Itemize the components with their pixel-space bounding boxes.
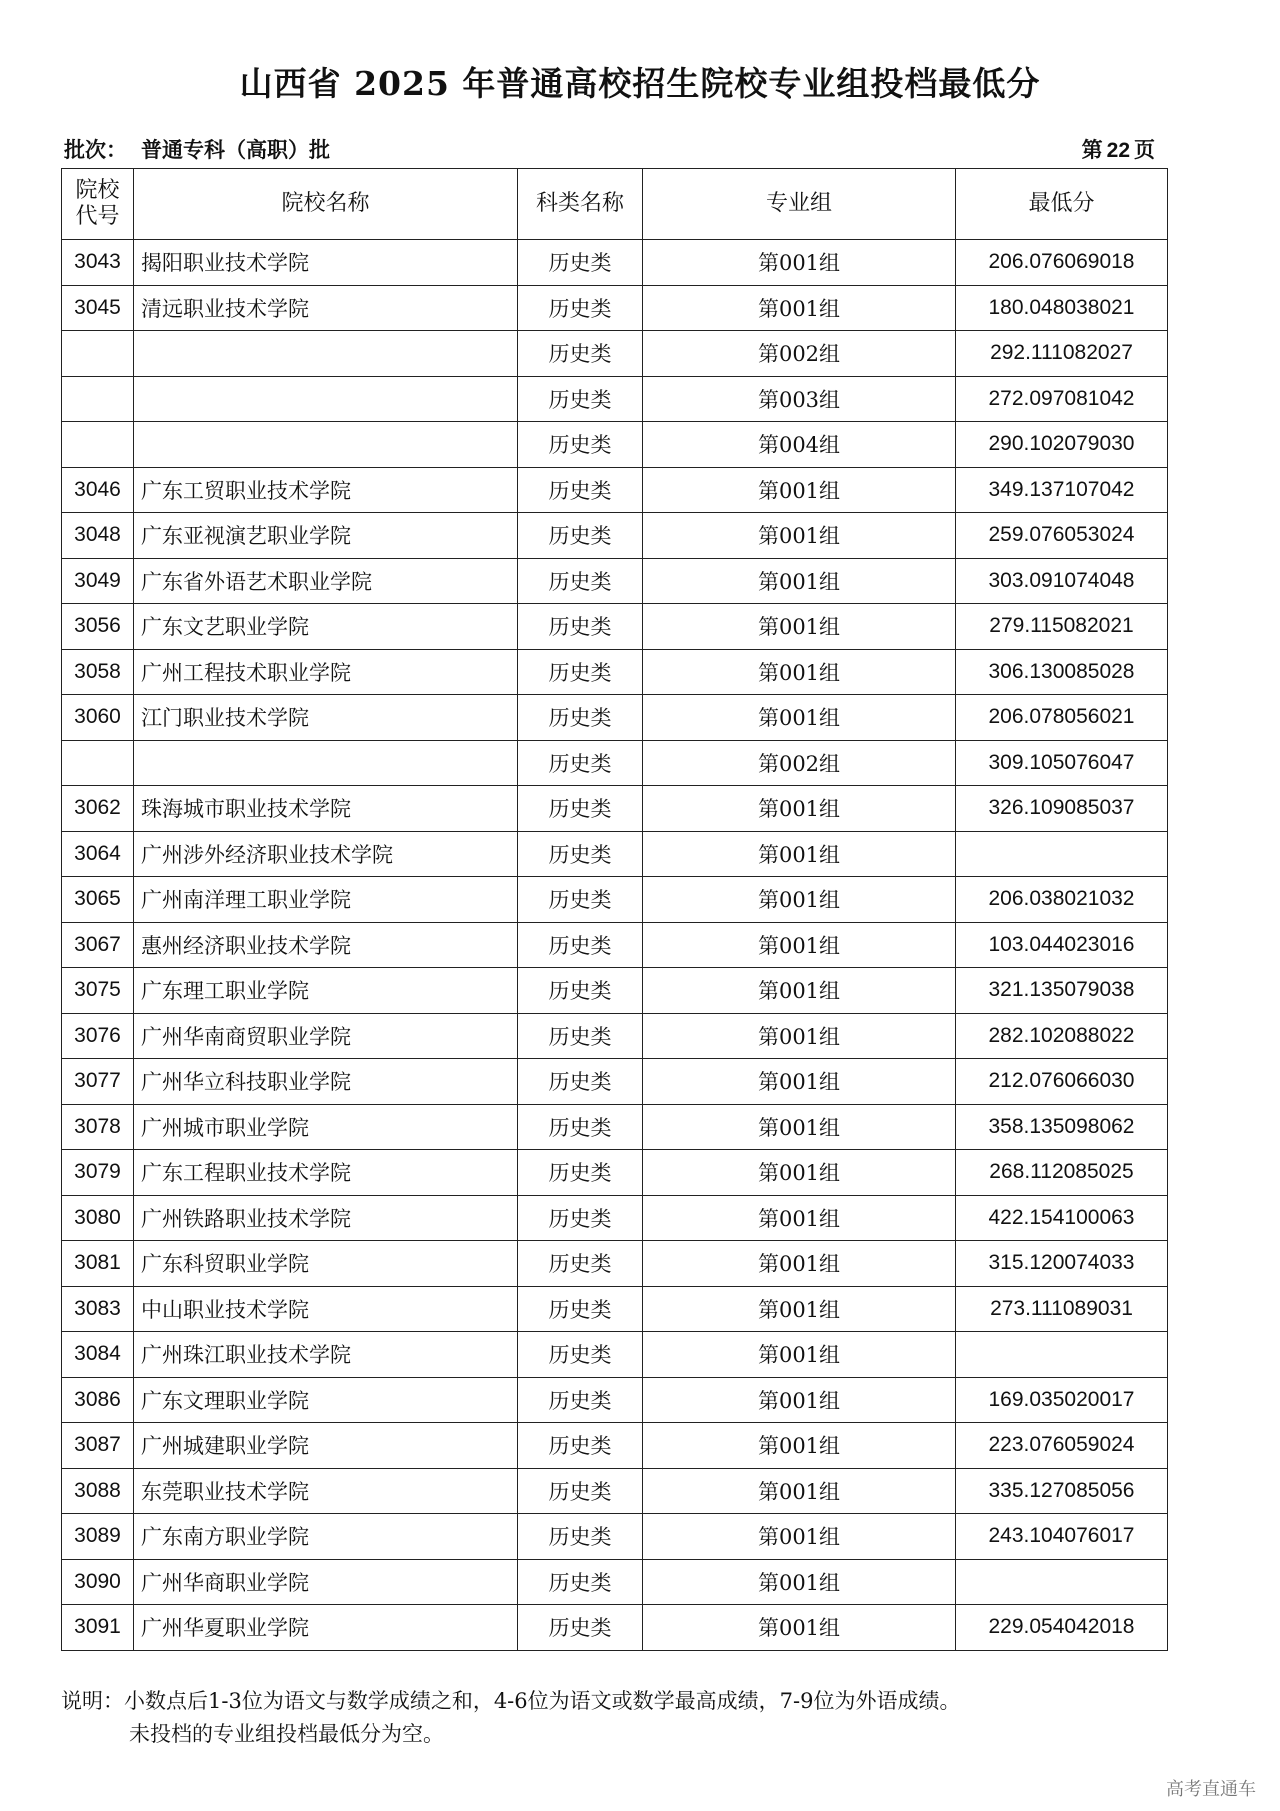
header-category: 科类名称 bbox=[518, 169, 643, 240]
cell-category: 历史类 bbox=[518, 695, 643, 741]
cell-group: 第001组 bbox=[643, 1468, 956, 1514]
page-number bbox=[1082, 134, 1155, 164]
cell-group: 第001组 bbox=[643, 1195, 956, 1241]
cell-group: 第001组 bbox=[643, 831, 956, 877]
cell-score: 306.130085028 bbox=[956, 649, 1168, 695]
table-row bbox=[62, 513, 1168, 559]
cell-score bbox=[956, 1559, 1168, 1605]
cell-score: 282.102088022 bbox=[956, 1013, 1168, 1059]
cell-category: 历史类 bbox=[518, 1332, 643, 1378]
cell-category: 历史类 bbox=[518, 558, 643, 604]
table-row bbox=[62, 467, 1168, 513]
cell-group: 第002组 bbox=[643, 331, 956, 377]
cell-score bbox=[956, 1332, 1168, 1378]
table-row bbox=[62, 1332, 1168, 1378]
cell-code: 3076 bbox=[62, 1013, 134, 1059]
table-row bbox=[62, 922, 1168, 968]
cell-code bbox=[62, 331, 134, 377]
cell-name: 揭阳职业技术学院 bbox=[134, 240, 518, 286]
table-row bbox=[62, 240, 1168, 286]
cell-score: 229.054042018 bbox=[956, 1605, 1168, 1651]
cell-name: 广东理工职业学院 bbox=[134, 968, 518, 1014]
cell-group: 第001组 bbox=[643, 1150, 956, 1196]
cell-name: 广东文艺职业学院 bbox=[134, 604, 518, 650]
cell-category: 历史类 bbox=[518, 1150, 643, 1196]
cell-group: 第001组 bbox=[643, 1423, 956, 1469]
cell-category: 历史类 bbox=[518, 1559, 643, 1605]
cell-code: 3075 bbox=[62, 968, 134, 1014]
cell-score: 103.044023016 bbox=[956, 922, 1168, 968]
cell-category: 历史类 bbox=[518, 604, 643, 650]
cell-category: 历史类 bbox=[518, 740, 643, 786]
cell-score: 279.115082021 bbox=[956, 604, 1168, 650]
cell-code: 3043 bbox=[62, 240, 134, 286]
cell-category: 历史类 bbox=[518, 513, 643, 559]
cell-code: 3058 bbox=[62, 649, 134, 695]
cell-category: 历史类 bbox=[518, 786, 643, 832]
cell-name: 东莞职业技术学院 bbox=[134, 1468, 518, 1514]
cell-group: 第002组 bbox=[643, 740, 956, 786]
table-row bbox=[62, 695, 1168, 741]
table-row bbox=[62, 376, 1168, 422]
cell-name bbox=[134, 422, 518, 468]
cell-name: 广州华商职业学院 bbox=[134, 1559, 518, 1605]
table-row bbox=[62, 831, 1168, 877]
cell-score: 309.105076047 bbox=[956, 740, 1168, 786]
page-title: 山西省 2025 年普通高校招生院校专业组投档最低分 bbox=[239, 64, 1041, 103]
table-row bbox=[62, 1286, 1168, 1332]
cell-score: 206.038021032 bbox=[956, 877, 1168, 923]
cell-name: 广东省外语艺术职业学院 bbox=[134, 558, 518, 604]
cell-name: 广东文理职业学院 bbox=[134, 1377, 518, 1423]
cell-score: 212.076066030 bbox=[956, 1059, 1168, 1105]
notes-line2: 未投档的专业组投档最低分为空。 bbox=[129, 1722, 444, 1746]
cell-group: 第003组 bbox=[643, 376, 956, 422]
cell-category: 历史类 bbox=[518, 1377, 643, 1423]
cell-group: 第001组 bbox=[643, 968, 956, 1014]
cell-score: 335.127085056 bbox=[956, 1468, 1168, 1514]
cell-group: 第001组 bbox=[643, 1514, 956, 1560]
table-row bbox=[62, 968, 1168, 1014]
cell-code: 3060 bbox=[62, 695, 134, 741]
cell-category: 历史类 bbox=[518, 422, 643, 468]
watermark: 高考直通车 bbox=[1166, 1779, 1256, 1800]
header-code-line2: 代号 bbox=[75, 204, 120, 229]
notes bbox=[61, 1685, 960, 1751]
table-row bbox=[62, 422, 1168, 468]
table-row bbox=[62, 285, 1168, 331]
cell-code: 3048 bbox=[62, 513, 134, 559]
cell-name: 广州城建职业学院 bbox=[134, 1423, 518, 1469]
cell-name: 广东南方职业学院 bbox=[134, 1514, 518, 1560]
cell-score: 268.112085025 bbox=[956, 1150, 1168, 1196]
cell-group: 第001组 bbox=[643, 877, 956, 923]
cell-code: 3078 bbox=[62, 1104, 134, 1150]
table-row bbox=[62, 877, 1168, 923]
cell-group: 第001组 bbox=[643, 604, 956, 650]
page-number-prefix: 第 bbox=[1081, 137, 1103, 162]
header-name: 院校名称 bbox=[134, 169, 518, 240]
header-group: 专业组 bbox=[643, 169, 956, 240]
table-row bbox=[62, 1104, 1168, 1150]
notes-line1: 说明：小数点后1-3位为语文与数学成绩之和，4-6位为语文或数学最高成绩，7-9位为外语成绩。 bbox=[61, 1689, 961, 1713]
table-row bbox=[62, 604, 1168, 650]
cell-category: 历史类 bbox=[518, 1013, 643, 1059]
cell-score: 290.102079030 bbox=[956, 422, 1168, 468]
cell-name bbox=[134, 331, 518, 377]
cell-score: 315.120074033 bbox=[956, 1241, 1168, 1287]
cell-code: 3067 bbox=[62, 922, 134, 968]
cell-group: 第001组 bbox=[643, 1059, 956, 1105]
cell-category: 历史类 bbox=[518, 1423, 643, 1469]
table-row bbox=[62, 1423, 1168, 1469]
cell-code: 3088 bbox=[62, 1468, 134, 1514]
table-header-row bbox=[62, 169, 1168, 240]
cell-category: 历史类 bbox=[518, 331, 643, 377]
cell-name: 惠州经济职业技术学院 bbox=[134, 922, 518, 968]
header-code bbox=[62, 169, 134, 240]
cell-name: 广州工程技术职业学院 bbox=[134, 649, 518, 695]
cell-score: 259.076053024 bbox=[956, 513, 1168, 559]
cell-group: 第001组 bbox=[643, 513, 956, 559]
cell-code: 3081 bbox=[62, 1241, 134, 1287]
cell-category: 历史类 bbox=[518, 922, 643, 968]
cell-group: 第001组 bbox=[643, 1605, 956, 1651]
cell-category: 历史类 bbox=[518, 240, 643, 286]
cell-code: 3083 bbox=[62, 1286, 134, 1332]
table-row bbox=[62, 649, 1168, 695]
cell-name: 中山职业技术学院 bbox=[134, 1286, 518, 1332]
cell-name: 广州珠江职业技术学院 bbox=[134, 1332, 518, 1378]
cell-category: 历史类 bbox=[518, 285, 643, 331]
cell-code: 3087 bbox=[62, 1423, 134, 1469]
table-row bbox=[62, 740, 1168, 786]
cell-category: 历史类 bbox=[518, 877, 643, 923]
cell-name: 广东工贸职业技术学院 bbox=[134, 467, 518, 513]
cell-code bbox=[62, 740, 134, 786]
cell-category: 历史类 bbox=[518, 968, 643, 1014]
cell-category: 历史类 bbox=[518, 831, 643, 877]
table-row bbox=[62, 331, 1168, 377]
cell-group: 第001组 bbox=[643, 1286, 956, 1332]
cell-name: 广州铁路职业技术学院 bbox=[134, 1195, 518, 1241]
cell-code: 3090 bbox=[62, 1559, 134, 1605]
score-table bbox=[61, 168, 1168, 1651]
cell-group: 第001组 bbox=[643, 1559, 956, 1605]
cell-group: 第001组 bbox=[643, 467, 956, 513]
batch-info bbox=[64, 134, 330, 164]
cell-code: 3065 bbox=[62, 877, 134, 923]
cell-group: 第001组 bbox=[643, 695, 956, 741]
cell-code: 3045 bbox=[62, 285, 134, 331]
batch-label: 批次： bbox=[64, 137, 127, 162]
cell-code: 3077 bbox=[62, 1059, 134, 1105]
table-row bbox=[62, 558, 1168, 604]
cell-name: 江门职业技术学院 bbox=[134, 695, 518, 741]
cell-score: 303.091074048 bbox=[956, 558, 1168, 604]
cell-score: 422.154100063 bbox=[956, 1195, 1168, 1241]
table-row bbox=[62, 1059, 1168, 1105]
cell-score: 326.109085037 bbox=[956, 786, 1168, 832]
cell-category: 历史类 bbox=[518, 1241, 643, 1287]
table-row bbox=[62, 1150, 1168, 1196]
cell-group: 第001组 bbox=[643, 922, 956, 968]
cell-score: 243.104076017 bbox=[956, 1514, 1168, 1560]
cell-name bbox=[134, 740, 518, 786]
header-code-line1: 院校 bbox=[75, 178, 120, 203]
cell-score: 206.076069018 bbox=[956, 240, 1168, 286]
cell-code: 3046 bbox=[62, 467, 134, 513]
table-row bbox=[62, 786, 1168, 832]
cell-category: 历史类 bbox=[518, 1195, 643, 1241]
page-number-value: 22 bbox=[1106, 139, 1130, 162]
cell-category: 历史类 bbox=[518, 1059, 643, 1105]
cell-group: 第001组 bbox=[643, 649, 956, 695]
table-body bbox=[62, 240, 1168, 1651]
cell-category: 历史类 bbox=[518, 649, 643, 695]
cell-code bbox=[62, 376, 134, 422]
cell-score bbox=[956, 831, 1168, 877]
cell-score: 358.135098062 bbox=[956, 1104, 1168, 1150]
cell-name bbox=[134, 376, 518, 422]
table-row bbox=[62, 1241, 1168, 1287]
cell-group: 第001组 bbox=[643, 285, 956, 331]
cell-group: 第001组 bbox=[643, 1104, 956, 1150]
cell-group: 第001组 bbox=[643, 1377, 956, 1423]
table-row bbox=[62, 1013, 1168, 1059]
table-row bbox=[62, 1468, 1168, 1514]
cell-category: 历史类 bbox=[518, 1468, 643, 1514]
table-row bbox=[62, 1195, 1168, 1241]
cell-category: 历史类 bbox=[518, 1514, 643, 1560]
cell-code bbox=[62, 422, 134, 468]
batch-value: 普通专科（高职）批 bbox=[141, 137, 330, 162]
cell-code: 3062 bbox=[62, 786, 134, 832]
cell-score: 223.076059024 bbox=[956, 1423, 1168, 1469]
table-row bbox=[62, 1377, 1168, 1423]
cell-score: 321.135079038 bbox=[956, 968, 1168, 1014]
cell-code: 3089 bbox=[62, 1514, 134, 1560]
cell-group: 第001组 bbox=[643, 1013, 956, 1059]
cell-name: 珠海城市职业技术学院 bbox=[134, 786, 518, 832]
cell-score: 180.048038021 bbox=[956, 285, 1168, 331]
header-score: 最低分 bbox=[956, 169, 1168, 240]
cell-code: 3079 bbox=[62, 1150, 134, 1196]
cell-code: 3056 bbox=[62, 604, 134, 650]
cell-group: 第001组 bbox=[643, 1241, 956, 1287]
cell-group: 第001组 bbox=[643, 786, 956, 832]
cell-category: 历史类 bbox=[518, 1605, 643, 1651]
cell-code: 3080 bbox=[62, 1195, 134, 1241]
cell-code: 3049 bbox=[62, 558, 134, 604]
cell-category: 历史类 bbox=[518, 1286, 643, 1332]
cell-code: 3084 bbox=[62, 1332, 134, 1378]
cell-code: 3064 bbox=[62, 831, 134, 877]
table-row bbox=[62, 1605, 1168, 1651]
cell-score: 206.078056021 bbox=[956, 695, 1168, 741]
cell-group: 第001组 bbox=[643, 1332, 956, 1378]
cell-name: 广东科贸职业学院 bbox=[134, 1241, 518, 1287]
cell-score: 349.137107042 bbox=[956, 467, 1168, 513]
cell-code: 3091 bbox=[62, 1605, 134, 1651]
cell-score: 292.111082027 bbox=[956, 331, 1168, 377]
cell-group: 第004组 bbox=[643, 422, 956, 468]
cell-name: 广州华立科技职业学院 bbox=[134, 1059, 518, 1105]
page-number-suffix: 页 bbox=[1134, 137, 1155, 162]
cell-name: 广州华南商贸职业学院 bbox=[134, 1013, 518, 1059]
cell-group: 第001组 bbox=[643, 558, 956, 604]
cell-score: 272.097081042 bbox=[956, 376, 1168, 422]
table-row bbox=[62, 1514, 1168, 1560]
cell-category: 历史类 bbox=[518, 1104, 643, 1150]
cell-score: 273.111089031 bbox=[956, 1286, 1168, 1332]
cell-name: 广州南洋理工职业学院 bbox=[134, 877, 518, 923]
cell-name: 广州华夏职业学院 bbox=[134, 1605, 518, 1651]
cell-name: 广州城市职业学院 bbox=[134, 1104, 518, 1150]
cell-score: 169.035020017 bbox=[956, 1377, 1168, 1423]
cell-category: 历史类 bbox=[518, 467, 643, 513]
table-row bbox=[62, 1559, 1168, 1605]
cell-category: 历史类 bbox=[518, 376, 643, 422]
cell-name: 广州涉外经济职业技术学院 bbox=[134, 831, 518, 877]
cell-group: 第001组 bbox=[643, 240, 956, 286]
cell-name: 广东工程职业技术学院 bbox=[134, 1150, 518, 1196]
cell-name: 广东亚视演艺职业学院 bbox=[134, 513, 518, 559]
cell-code: 3086 bbox=[62, 1377, 134, 1423]
cell-name: 清远职业技术学院 bbox=[134, 285, 518, 331]
